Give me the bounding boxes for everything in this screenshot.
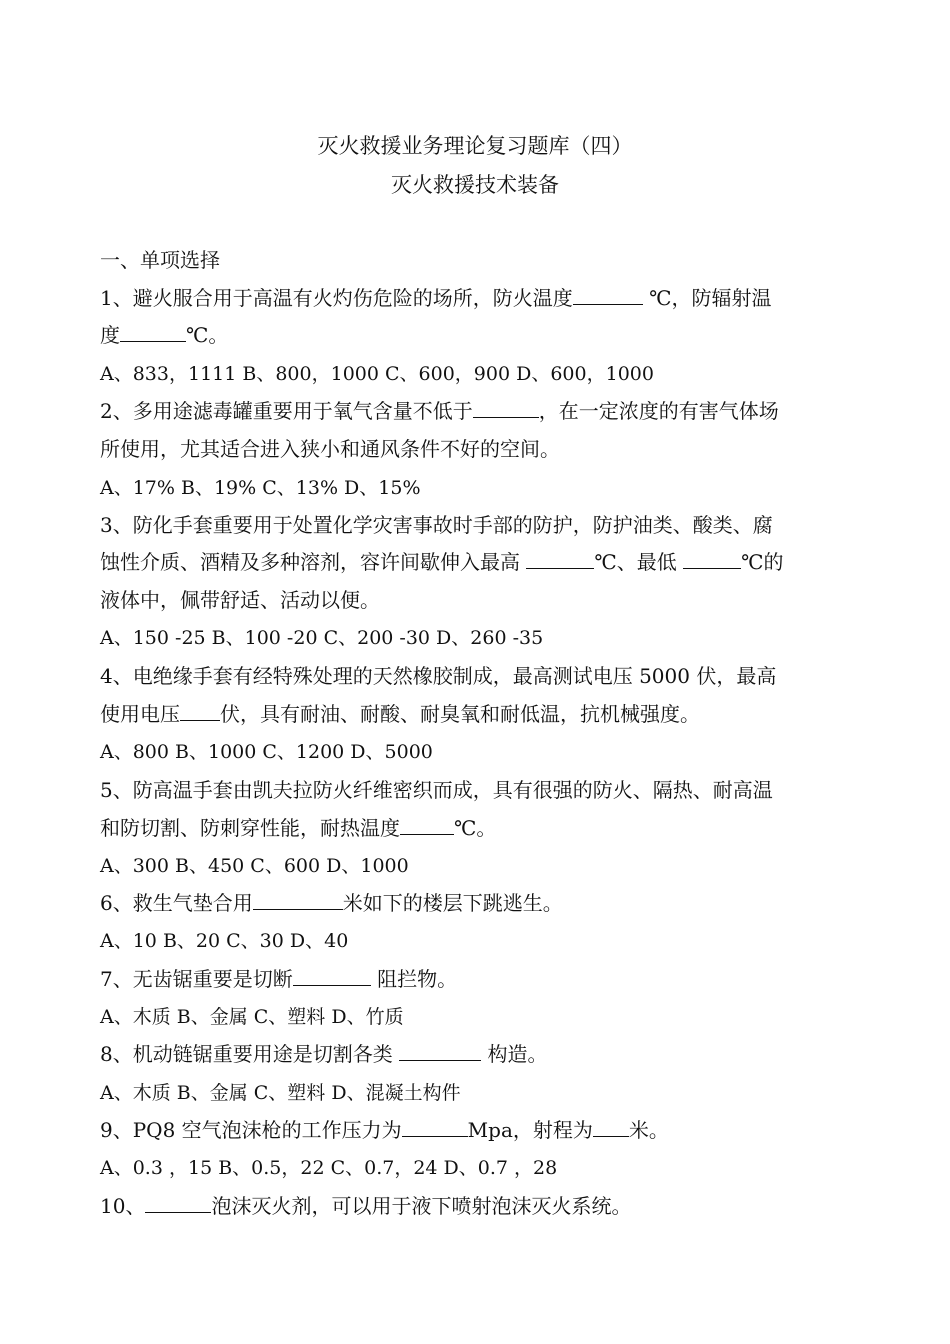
question-3: 3、防化手套重要用于处置化学灾害事故时手部的防护，防护油类、酸类、腐 — [100, 513, 773, 537]
question-5-cont: 和防切割、防刺穿性能，耐热温度 ℃。 — [100, 816, 497, 840]
answer-blank — [683, 548, 741, 569]
question-5: 5、防高温手套由凯夫拉防火纤维密织而成，具有很强的防火、隔热、耐高温 — [100, 778, 773, 802]
answer-blank — [253, 889, 343, 910]
answer-blank — [526, 548, 594, 569]
document-title: 灭火救援业务理论复习题库（四） — [317, 134, 633, 158]
question-6-options: A、10 B、20 C、30 D、40 — [100, 930, 349, 952]
question-2: 2、多用途滤毒罐重要用于氧气含量不低于 ，在一定浓度的有害气体场 — [100, 399, 779, 423]
answer-blank — [402, 1116, 468, 1137]
question-4-cont: 使用电压 伏，具有耐油、耐酸、耐臭氧和耐低温，抗机械强度。 — [100, 702, 700, 726]
answer-blank — [593, 1116, 629, 1137]
question-8-options: A、木质 B、金属 C、塑料 D、混凝土构件 — [100, 1082, 461, 1104]
question-4: 4、电绝缘手套有经特殊处理的天然橡胶制成，最高测试电压 5000 伏，最高 — [100, 664, 777, 688]
question-5-options: A、300 B、450 C、600 D、1000 — [100, 855, 409, 877]
section-heading: 一、单项选择 — [100, 248, 220, 272]
question-10: 10、 泡沫灭火剂，可以用于液下喷射泡沫灭火系统。 — [100, 1194, 632, 1218]
question-1-cont: 度 ℃。 — [100, 323, 229, 347]
question-1: 1、避火服合用于高温有火灼伤危险的场所，防火温度 ℃，防辐射温 — [100, 286, 772, 310]
answer-blank — [145, 1192, 211, 1213]
question-7-options: A、木质 B、金属 C、塑料 D、竹质 — [100, 1006, 404, 1028]
question-4-options: A、800 B、1000 C、1200 D、5000 — [100, 741, 433, 763]
answer-blank — [573, 284, 643, 305]
question-3-cont2: 液体中，佩带舒适、活动以便。 — [100, 588, 380, 612]
answer-blank — [180, 700, 220, 721]
question-7: 7、无齿锯重要是切断 阻拦物。 — [100, 967, 458, 991]
question-6: 6、救生气垫合用 米如下的楼层下跳逃生。 — [100, 891, 563, 915]
question-1-options: A、833，1111 B、800，1000 C、600，900 D、600，1000 — [100, 363, 654, 385]
question-3-options: A、150 -25 B、100 -20 C、200 -30 D、260 -35 — [100, 627, 544, 649]
answer-blank — [399, 1040, 481, 1061]
question-2-options: A、17% B、19% C、13% D、15% — [100, 477, 421, 499]
question-3-cont: 蚀性介质、酒精及多种溶剂，容许间歇伸入最高 ℃、最低 ℃的 — [100, 550, 784, 574]
question-2-cont: 所使用，尤其适合进入狭小和通风条件不好的空间。 — [100, 437, 560, 461]
answer-blank — [120, 321, 186, 342]
question-9-options: A、0.3 ，15 B、0.5，22 C、0.7，24 D、0.7 ，28 — [100, 1157, 558, 1179]
answer-blank — [473, 397, 539, 418]
question-8: 8、机动链锯重要用途是切割各类 构造。 — [100, 1042, 548, 1066]
answer-blank — [400, 814, 454, 835]
answer-blank — [293, 965, 371, 986]
question-9: 9、PQ8 空气泡沫枪的工作压力为 Mpa，射程为 米。 — [100, 1118, 669, 1142]
document-subtitle: 灭火救援技术装备 — [391, 173, 559, 197]
